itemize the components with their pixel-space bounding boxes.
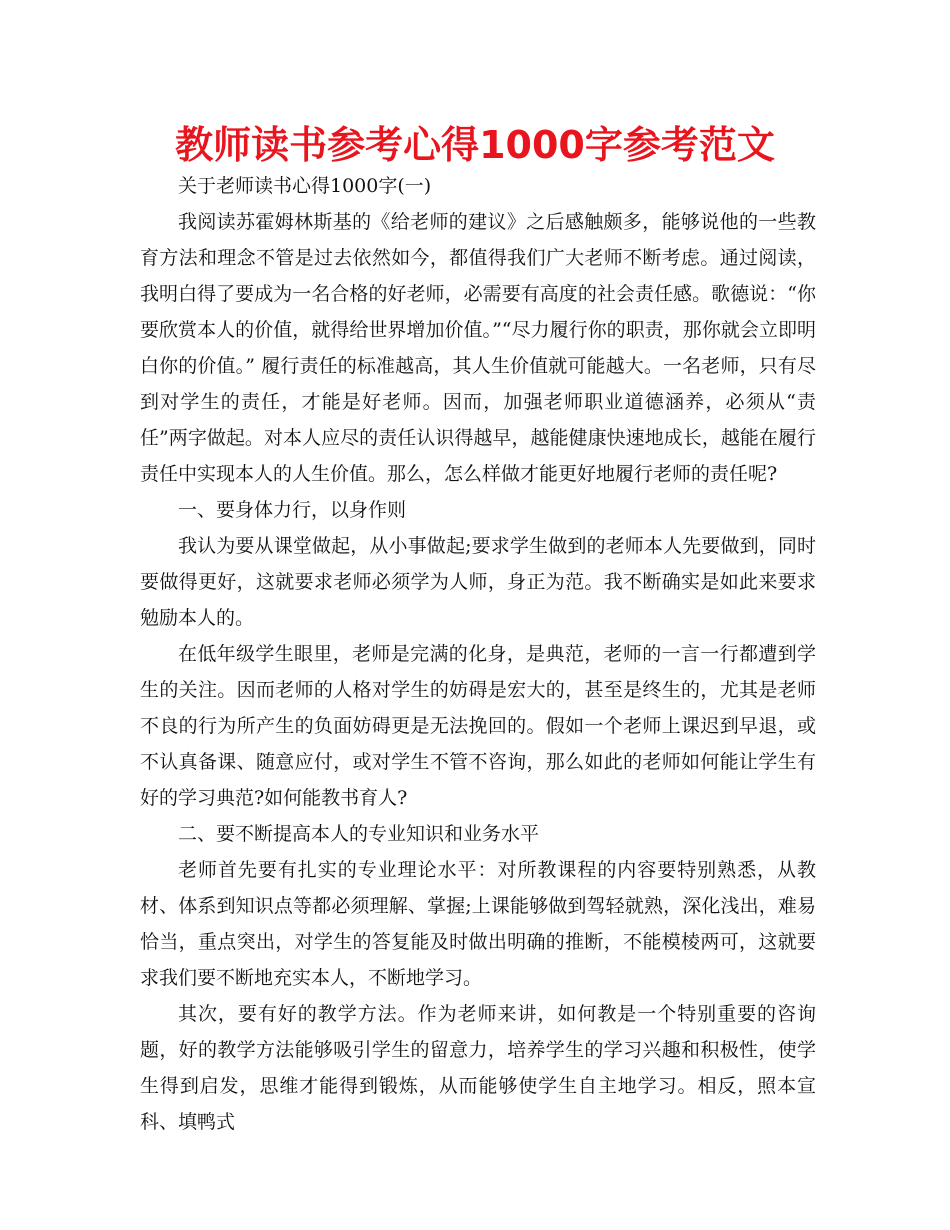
- document-title: 教师读书参考心得1000字参考范文: [175, 123, 775, 167]
- paragraph: 在低年级学生眼里，老师是完满的化身，是典范，老师的一言一行都遭到学生的关注。因而老师的人格对学生的妨碍是宏大的，甚至是终生的，尤其是老师不良的行为所产生的负面妨碍更是无法挽回的。假如一个老师上课迟到早退，或不认真备课、随意应付，或对学生不管不咨询，那么如此的老师如何能让学生有好的学习典范?如何能教书育人?: [140, 643, 816, 809]
- paragraph: 老师首先要有扎实的专业理论水平：对所教课程的内容要特别熟悉，从教材、体系到知识点等都必须理解、掌握;上课能够做到驾轻就熟，深化浅出，难易恰当，重点突出，对学生的答复能及时做出明确的推断，不能模棱两可，这就要求我们要不断地充实本人，不断地学习。: [140, 859, 816, 989]
- paragraph: 其次，要有好的教学方法。作为老师来讲，如何教是一个特别重要的咨询题，好的教学方法能够吸引学生的留意力，培养学生的学习兴趣和积极性，使学生得到启发，思维才能得到锻炼，从而能够使学生自主地学习。相反，照本宣科、填鸭式: [140, 1003, 816, 1133]
- paragraph: 我认为要从课堂做起，从小事做起;要求学生做到的老师本人先要做到，同时要做得更好，这就要求老师必须学为人师，身正为范。我不断确实是如此来要求勉励本人的。: [140, 535, 816, 629]
- paragraph: 我阅读苏霍姆林斯基的《给老师的建议》之后感触颇多，能够说他的一些教育方法和理念不管是过去依然如今，都值得我们广大老师不断考虑。通过阅读，我明白得了要成为一名合格的好老师，必需要有高度的社会责任感。歌德说：“你要欣赏本人的价值，就得给世界增加价值。”“尽力履行你的职责，那你就会立即明白你的价值。” 履行责任的标准越高，其人生价值就可能越大。一名老师，只有尽到对学生的责任，才能是好老师。因而，加强老师职业道德涵养，必须从“责任”两字做起。对本人应尽的责任认识得越早，越能健康快速地成长，越能在履行责任中实现本人的人生价值。那么，怎么样做才能更好地履行老师的责任呢?: [140, 211, 816, 485]
- document-body: [140, 168, 816, 1140]
- paragraph-subtitle: 关于老师读书心得1000字(一): [178, 175, 432, 197]
- section-heading: 二、要不断提高本人的专业知识和业务水平: [178, 823, 540, 845]
- section-heading: 一、要身体力行，以身作则: [178, 499, 407, 521]
